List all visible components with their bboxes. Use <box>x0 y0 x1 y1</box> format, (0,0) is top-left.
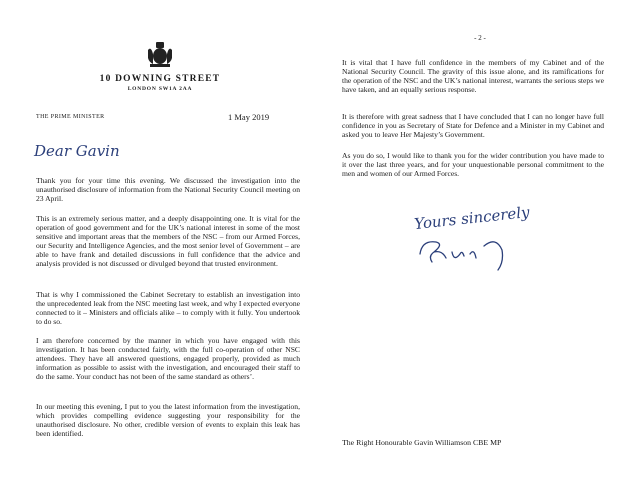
paragraph: It is therefore with great sadness that I have concluded that I can no longer have full confidence in you as Secretary of State for Defence and a Minister in my Cabinet and asked you to leave Her Majesty’s Government. <box>342 112 604 139</box>
paragraph: I am therefore concerned by the manner in which you have engaged with this investigation. It has been conducted fairly, with the full co-operation of other NSC attendees. They have all answered questions, engaged properly, provided as much information as possible to assist with the investigation, and encouraged their staff to do the same. Your conduct has not been of the same standard as others’. <box>36 336 300 381</box>
paragraph: That is why I commissioned the Cabinet Secretary to establish an investigation into the unprecedented leak from the NSC meeting last week, and why I expected everyone connected to it – Ministers and officials alike – to comply with it fully. You undertook to do so. <box>36 290 300 326</box>
sender-title: THE PRIME MINISTER <box>36 114 105 120</box>
signature <box>414 232 534 272</box>
paragraph: Thank you for your time this evening. We discussed the investigation into the unauthorised disclosure of information from the National Security Council meeting on 23 April. <box>36 176 300 203</box>
address-subtitle: LONDON SW1A 2AA <box>127 86 193 92</box>
page-number: - 2 - <box>474 34 486 42</box>
handwritten-closing <box>412 200 552 234</box>
handwritten-salutation <box>32 138 152 164</box>
closing-text: Yours sincerely <box>413 203 531 234</box>
paragraph: In our meeting this evening, I put to you the latest information from the investigation, which provides compelling evidence suggesting your responsibility for the unauthorised disclosure. No other, credible version of events to explain this leak has been identified. <box>36 402 300 438</box>
paragraph: This is an extremely serious matter, and a deeply disappointing one. It is vital for the operation of good government and for the UK’s national interest in some of the most sensitive and important areas that the members of the NSC – from our Armed Forces, our Security and Intelligence Agencies, and the most senior level of Government – are able to have frank and detailed discussions in full confidence that the advice and analysis provided is not discussed or divulged beyond that trusted environment. <box>36 214 300 268</box>
salutation-text: Dear Gavin <box>34 142 120 160</box>
recipient-name: The Right Honourable Gavin Williamson CBE MP <box>342 438 502 447</box>
paragraph: As you do so, I would like to thank you for the wider contribution you have made to it over the last three years, and for your unquestionable personal commitment to the men and women of our Armed Forces. <box>342 151 604 178</box>
royal-crest-icon <box>145 40 175 68</box>
address-title: 10 DOWNING STREET <box>99 74 221 84</box>
letter-date: 1 May 2019 <box>228 112 270 122</box>
letter-page-2 <box>320 0 640 485</box>
paragraph: It is vital that I have full confidence in the members of my Cabinet and of the National Security Council. The gravity of this issue alone, and its ramifications for the operation of the NSC and the UK’s national interest, warrants the serious steps we have taken, and an equally serious response. <box>342 58 604 94</box>
